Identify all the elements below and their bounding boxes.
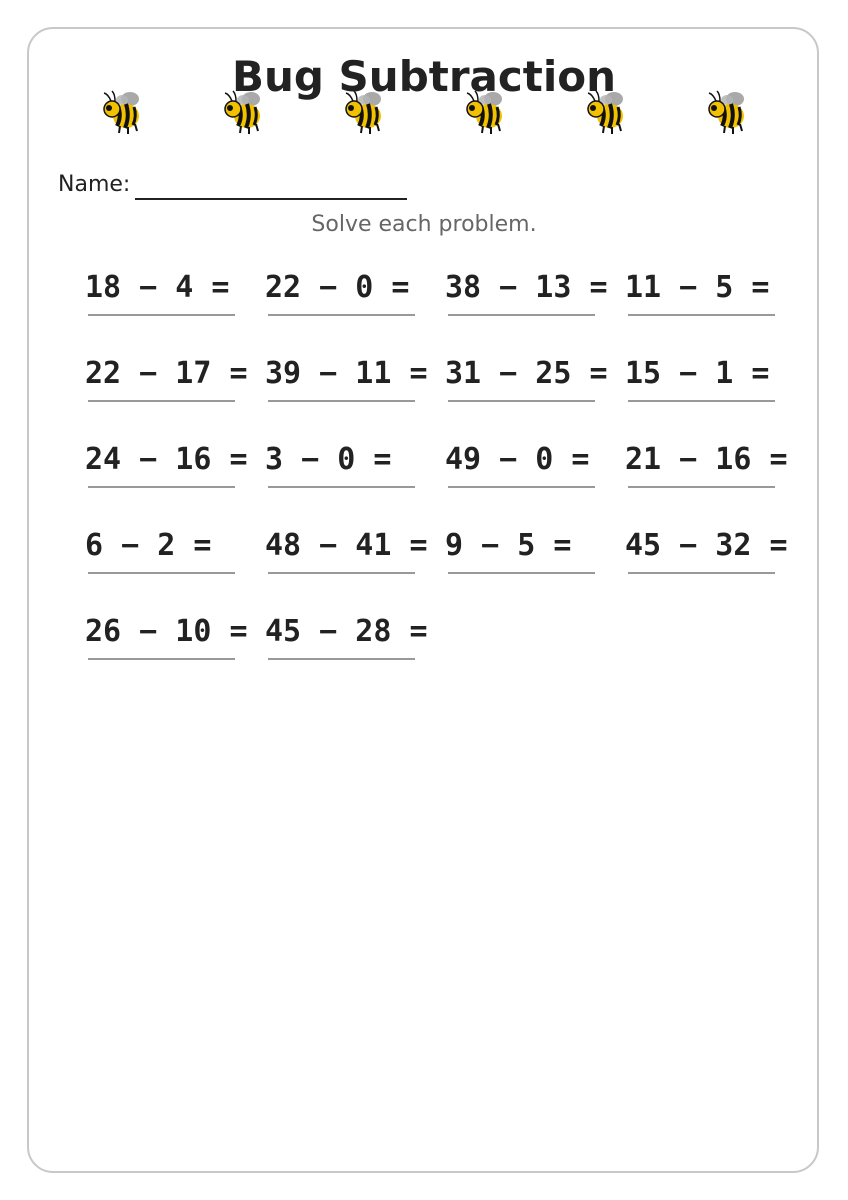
problem-item (85, 356, 265, 406)
problem-text: 49 − 0 = (445, 442, 590, 477)
problem-text: 22 − 17 = (85, 356, 248, 391)
answer-line[interactable] (628, 486, 775, 488)
worksheet-title: Bug Subtraction (231, 52, 617, 101)
answer-line[interactable] (88, 572, 235, 574)
answer-line[interactable] (268, 572, 415, 574)
name-field[interactable] (135, 198, 407, 200)
answer-line[interactable] (268, 658, 415, 660)
answer-line[interactable] (448, 486, 595, 488)
problem-text: 39 − 11 = (265, 356, 428, 391)
problem-text: 38 − 13 = (445, 270, 608, 305)
problem-text: 9 − 5 = (445, 528, 572, 563)
answer-line[interactable] (88, 400, 235, 402)
problem-text: 31 − 25 = (445, 356, 608, 391)
answer-line[interactable] (268, 486, 415, 488)
problem-item (265, 528, 445, 578)
problem-text: 21 − 16 = (625, 442, 788, 477)
problem-item (85, 442, 265, 492)
problem-item (265, 442, 445, 492)
answer-line[interactable] (88, 486, 235, 488)
answer-line[interactable] (628, 572, 775, 574)
problem-text: 48 − 41 = (265, 528, 428, 563)
problem-item (265, 614, 445, 664)
problem-text: 15 − 1 = (625, 356, 770, 391)
problem-item (625, 270, 805, 320)
answer-line[interactable] (88, 314, 235, 316)
problem-text: 6 − 2 = (85, 528, 212, 563)
problem-item (265, 270, 445, 320)
problem-text: 45 − 28 = (265, 614, 428, 649)
answer-line[interactable] (628, 314, 775, 316)
answer-line[interactable] (268, 314, 415, 316)
problem-text: 3 − 0 = (265, 442, 392, 477)
problem-text: 18 − 4 = (85, 270, 230, 305)
instructions: Solve each problem. (311, 212, 537, 237)
problem-item (445, 270, 625, 320)
problem-text: 22 − 0 = (265, 270, 410, 305)
problem-item (85, 528, 265, 578)
problem-text: 24 − 16 = (85, 442, 248, 477)
answer-line[interactable] (448, 314, 595, 316)
answer-line[interactable] (448, 400, 595, 402)
problem-item (445, 528, 625, 578)
problem-text: 26 − 10 = (85, 614, 248, 649)
problem-item (445, 356, 625, 406)
problem-item (625, 356, 805, 406)
problem-text: 45 − 32 = (625, 528, 788, 563)
answer-line[interactable] (628, 400, 775, 402)
problem-item (265, 356, 445, 406)
problem-item (85, 614, 265, 664)
problem-item (445, 442, 625, 492)
answer-line[interactable] (88, 658, 235, 660)
problem-item (85, 270, 265, 320)
answer-line[interactable] (268, 400, 415, 402)
problem-item (625, 442, 805, 492)
name-label: Name: (58, 172, 131, 197)
problem-item (625, 528, 805, 578)
problem-text: 11 − 5 = (625, 270, 770, 305)
answer-line[interactable] (448, 572, 595, 574)
